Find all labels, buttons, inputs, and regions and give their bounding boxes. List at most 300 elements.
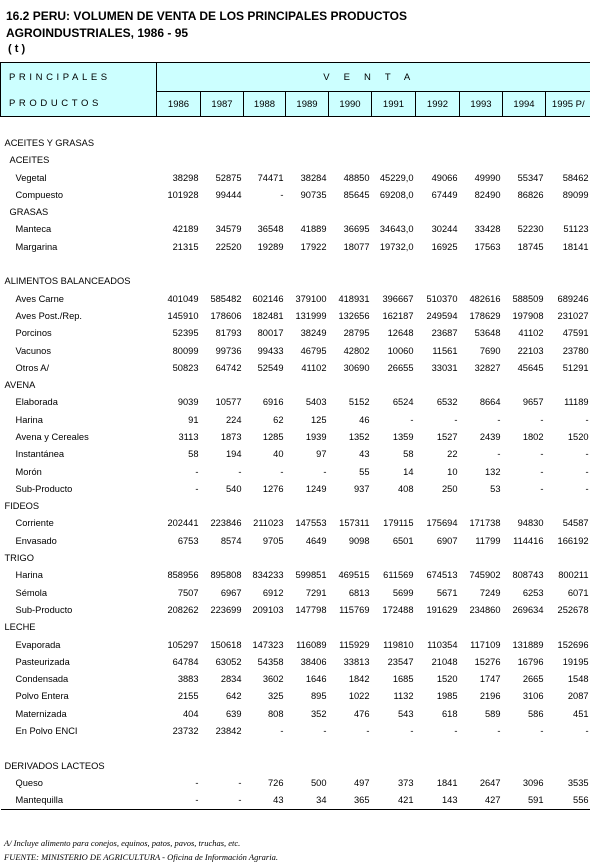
table-cell: 132 [484, 466, 501, 477]
table-cell [244, 134, 286, 151]
table-cell: 1285 [262, 431, 284, 442]
table-cell: 152696 [557, 639, 589, 650]
table-cell: 421 [397, 795, 414, 806]
table-row [1, 186, 590, 203]
row-label: ALIMENTOS BALANCEADOS [4, 276, 131, 287]
table-cell: 6907 [436, 535, 458, 546]
table-cell [286, 134, 329, 151]
table-cell: 1873 [220, 431, 242, 442]
table-cell: - [454, 726, 458, 737]
table-cell: 9657 [522, 397, 544, 408]
table-cell: 602146 [252, 293, 284, 304]
table-cell: 482616 [469, 293, 501, 304]
table-cell: - [366, 726, 370, 737]
table-cell: 147323 [252, 639, 284, 650]
row-label: Mantequilla [15, 795, 64, 806]
table-cell: 379100 [295, 293, 327, 304]
table-cell: 223699 [210, 604, 242, 615]
table-cell: 19195 [562, 656, 589, 667]
row-label: Evaporada [15, 639, 61, 650]
row-label: Margarina [15, 241, 58, 252]
table-cell: 63052 [215, 656, 242, 667]
table-cell [416, 498, 460, 515]
table-cell [201, 273, 244, 290]
table-row [1, 636, 590, 653]
table-cell: 543 [397, 708, 414, 719]
spacer-row [1, 255, 590, 272]
table-cell: 101928 [167, 189, 199, 200]
table-cell [201, 134, 244, 151]
table-cell [157, 152, 201, 169]
table-cell [157, 273, 201, 290]
header-year: 1995 P/ [546, 92, 590, 117]
table-row [1, 325, 590, 342]
table-cell: 9039 [177, 397, 199, 408]
table-cell: 90735 [300, 189, 327, 200]
row-label: Condensada [15, 674, 69, 685]
table-cell: 197908 [512, 310, 544, 321]
table-cell: 500 [310, 777, 327, 788]
table-row [1, 722, 590, 739]
table-cell: 55 [359, 466, 370, 477]
table-cell [329, 619, 372, 636]
table-cell: 28795 [343, 328, 370, 339]
table-cell [503, 273, 546, 290]
table-cell [416, 273, 460, 290]
table-cell: 6753 [177, 535, 199, 546]
table-cell: - [195, 483, 199, 494]
table-cell: 6501 [392, 535, 414, 546]
table-cell: - [497, 726, 501, 737]
table-cell: 172488 [382, 604, 414, 615]
table-cell: 145910 [167, 310, 199, 321]
table-cell: 99444 [215, 189, 242, 200]
table-cell: 396667 [382, 293, 414, 304]
table-cell: 497 [353, 777, 370, 788]
table-cell: 8574 [220, 535, 242, 546]
table-cell: 427 [484, 795, 501, 806]
table-cell: 19732,0 [379, 241, 414, 252]
table-title [6, 8, 407, 42]
table-cell [416, 203, 460, 220]
row-label: AVENA [4, 380, 36, 391]
table-cell: 16796 [517, 656, 544, 667]
table-cell: 52875 [215, 172, 242, 183]
table-cell: 53648 [474, 328, 501, 339]
table-cell [416, 376, 460, 393]
table-cell: 48850 [343, 172, 370, 183]
table-cell: 99736 [215, 345, 242, 356]
table-cell: 54587 [562, 518, 589, 529]
table-cell [244, 203, 286, 220]
footnote-a: A/ Incluye alimento para conejos, equinos, patos, pavos, truchas, etc. [4, 838, 241, 848]
title-line-1: 16.2 PERU: VOLUMEN DE VENTA DE LOS PRINCIPALES PRODUCTOS [6, 9, 407, 23]
table-cell: - [323, 726, 327, 737]
table-cell: 54358 [257, 656, 284, 667]
table-cell: 11561 [432, 345, 458, 356]
row-label: LECHE [4, 622, 36, 633]
table-cell: 11799 [475, 535, 501, 546]
table-cell: 179115 [383, 518, 414, 529]
table-row [1, 169, 590, 186]
table-row [1, 221, 590, 238]
table-cell: 50823 [172, 362, 199, 373]
row-label: Corriente [15, 518, 54, 529]
table-cell [416, 757, 460, 774]
table-cell: 110354 [427, 639, 458, 650]
table-cell: 2647 [479, 777, 501, 788]
header-year: 1987 [201, 92, 244, 117]
table-cell: 46 [359, 414, 370, 425]
table-cell: 58 [403, 449, 414, 460]
table-cell: 23732 [172, 726, 199, 737]
table-cell [372, 498, 416, 515]
table-cell: 1842 [348, 674, 370, 685]
table-cell: 9098 [348, 535, 370, 546]
table-cell [460, 549, 503, 566]
table-cell [503, 134, 546, 151]
table-cell [201, 619, 244, 636]
table-cell: 556 [573, 795, 589, 806]
table-cell: 157311 [339, 518, 370, 529]
table-cell: 1527 [436, 431, 458, 442]
table-cell: 18077 [343, 241, 370, 252]
table-cell: 21048 [431, 656, 458, 667]
table-row [1, 601, 590, 618]
table-cell: 3113 [178, 431, 199, 442]
table-cell [244, 498, 286, 515]
table-cell: 22103 [517, 345, 544, 356]
table-cell: 15276 [474, 656, 501, 667]
table-cell: 162187 [382, 310, 414, 321]
table-row [1, 307, 590, 324]
table-cell: - [238, 777, 242, 788]
table-cell: 1802 [522, 431, 544, 442]
table-cell: 588509 [512, 293, 544, 304]
table-cell: 91 [188, 414, 199, 425]
table-cell [329, 757, 372, 774]
table-cell: 119810 [383, 639, 414, 650]
table-cell: - [585, 414, 589, 425]
table-cell: 194 [225, 449, 242, 460]
table-cell: 132656 [338, 310, 370, 321]
table-cell: 408 [397, 483, 414, 494]
header-year: 1991 [372, 92, 416, 117]
table-cell: 586 [527, 708, 544, 719]
table-cell [286, 498, 329, 515]
row-label: Envasado [15, 535, 57, 546]
table-cell: 585482 [210, 293, 242, 304]
table-row [1, 290, 590, 307]
table-cell: - [454, 414, 458, 425]
table-row [1, 463, 590, 480]
table-cell: 143 [441, 795, 458, 806]
table-cell: 117109 [470, 639, 501, 650]
table-cell: 51291 [562, 362, 589, 373]
table-cell: 895 [310, 691, 327, 702]
table-cell: 639 [225, 708, 242, 719]
table-cell: 22520 [215, 241, 242, 252]
table-cell: 808 [267, 708, 284, 719]
table-cell: 1022 [348, 691, 370, 702]
table-cell [460, 152, 503, 169]
row-label: GRASAS [9, 207, 49, 218]
table-cell: 4649 [305, 535, 327, 546]
table-cell [244, 273, 286, 290]
table-cell: 591 [527, 795, 544, 806]
table-cell [329, 376, 372, 393]
table-cell: 33428 [474, 224, 501, 235]
table-cell: 599851 [295, 570, 327, 581]
table-cell: 6967 [220, 587, 242, 598]
table-cell: 115929 [339, 639, 370, 650]
table-cell: 42189 [172, 224, 199, 235]
table-cell: 23687 [431, 328, 458, 339]
table-cell: 34643,0 [379, 224, 414, 235]
header-year: 1989 [286, 92, 329, 117]
table-cell [503, 619, 546, 636]
table-cell: - [497, 449, 501, 460]
table-row [1, 584, 590, 601]
table-cell: 99433 [257, 345, 284, 356]
table-cell: - [280, 466, 284, 477]
table-cell [372, 549, 416, 566]
table-cell: 224 [225, 414, 242, 425]
table-cell: 6071 [567, 587, 589, 598]
table-row [1, 774, 590, 791]
table-cell: 85645 [343, 189, 370, 200]
table-cell: 6524 [392, 397, 414, 408]
table-cell [201, 203, 244, 220]
table-cell: 49066 [431, 172, 458, 183]
table-cell: - [410, 726, 414, 737]
table-cell: - [540, 449, 544, 460]
table-cell [244, 619, 286, 636]
table-cell: 325 [267, 691, 284, 702]
table-cell: 223846 [210, 518, 242, 529]
table-cell: 1939 [305, 431, 327, 442]
table-cell: 41102 [301, 362, 327, 373]
table-cell: 47591 [562, 328, 589, 339]
section-header-row [1, 498, 590, 515]
table-cell [546, 549, 590, 566]
table-cell: 58 [188, 449, 199, 460]
table-cell: 30244 [431, 224, 458, 235]
table-cell: 55347 [517, 172, 544, 183]
table-cell: 67449 [431, 189, 458, 200]
table-row [1, 515, 590, 532]
table-cell: - [540, 466, 544, 477]
table-cell: 1359 [392, 431, 414, 442]
row-label: Manteca [15, 224, 52, 235]
row-label: FIDEOS [4, 501, 40, 512]
table-row [1, 342, 590, 359]
table-cell [546, 152, 590, 169]
table-cell: 38406 [300, 656, 327, 667]
table-cell: 2439 [479, 431, 501, 442]
row-label: Elaborada [15, 397, 58, 408]
section-header-row [1, 273, 590, 290]
header-year: 1986 [157, 92, 201, 117]
table-cell: 80017 [257, 328, 284, 339]
subsection-header-row [1, 152, 590, 169]
table-row [1, 705, 590, 722]
table-cell: 18141 [562, 241, 589, 252]
table-cell: 834233 [252, 570, 284, 581]
table-cell: 10060 [387, 345, 414, 356]
row-label: Harina [15, 570, 43, 581]
table-cell [416, 549, 460, 566]
table-cell: 252678 [557, 604, 589, 615]
table-cell: 58462 [562, 172, 589, 183]
table-cell [201, 757, 244, 774]
table-cell [416, 134, 460, 151]
table-cell: 105297 [167, 639, 199, 650]
table-cell: - [195, 466, 199, 477]
table-cell: 46795 [300, 345, 327, 356]
table-row [1, 446, 590, 463]
table-cell: 147553 [295, 518, 327, 529]
table-cell: 269634 [512, 604, 544, 615]
table-cell [244, 757, 286, 774]
table-cell: - [497, 414, 501, 425]
row-label: Vacunos [15, 345, 51, 356]
table-cell: 23547 [387, 656, 414, 667]
table-cell: 611569 [383, 570, 414, 581]
table-cell [546, 757, 590, 774]
table-cell: 38284 [300, 172, 327, 183]
table-cell [546, 376, 590, 393]
table-cell: 3096 [522, 777, 544, 788]
table-cell: 166192 [557, 535, 589, 546]
table-cell: 1646 [305, 674, 327, 685]
table-cell: 211023 [253, 518, 284, 529]
table-cell: 33813 [343, 656, 370, 667]
table-cell [286, 376, 329, 393]
table-cell: 202441 [167, 518, 199, 529]
table-cell: 2834 [220, 674, 242, 685]
table-cell: 41102 [518, 328, 544, 339]
table-cell: - [323, 466, 327, 477]
table-cell [460, 757, 503, 774]
table-cell: 6532 [436, 397, 458, 408]
table-cell: 51123 [563, 224, 589, 235]
table-cell: 249594 [426, 310, 458, 321]
table-row [1, 480, 590, 497]
table-cell: 49990 [474, 172, 501, 183]
table-cell [244, 549, 286, 566]
table-cell [460, 203, 503, 220]
table-cell: 34 [316, 795, 327, 806]
table-cell: 3883 [177, 674, 199, 685]
subsection-header-row [1, 203, 590, 220]
table-cell: 2087 [567, 691, 589, 702]
table-cell: 10 [447, 466, 458, 477]
table-cell [546, 134, 590, 151]
header-products-line-1: PRINCIPALES [1, 63, 157, 92]
row-label: TRIGO [4, 553, 34, 564]
table-cell: 1352 [348, 431, 370, 442]
table-cell: 404 [182, 708, 199, 719]
table-cell: 12648 [387, 328, 414, 339]
row-label: Aves Post./Rep. [15, 310, 82, 321]
table-cell: 401049 [167, 293, 199, 304]
table-cell: - [585, 483, 589, 494]
table-cell: 250 [441, 483, 458, 494]
table-cell: 451 [573, 708, 589, 719]
spacer-row [1, 117, 590, 135]
table-cell: 11189 [564, 397, 589, 408]
header-year: 1990 [329, 92, 372, 117]
row-label: Morón [15, 466, 42, 477]
table-cell: 373 [397, 777, 414, 788]
header-products-line-2: PRODUCTOS [1, 92, 157, 117]
section-header-row [1, 376, 590, 393]
row-label: Pasteurizada [15, 656, 70, 667]
table-bottom-rule [1, 809, 590, 810]
header-year: 1993 [460, 92, 503, 117]
table-cell [546, 619, 590, 636]
table-cell: - [585, 449, 589, 460]
table-cell [329, 203, 372, 220]
table-cell: 1249 [305, 483, 327, 494]
row-label: Avena y Cereales [15, 431, 89, 442]
table-cell [546, 273, 590, 290]
table-cell: 3602 [262, 674, 284, 685]
table-cell [201, 498, 244, 515]
table-cell: 800211 [558, 570, 589, 581]
table-cell: 131889 [512, 639, 544, 650]
table-cell [416, 619, 460, 636]
row-label: Harina [15, 414, 43, 425]
row-label: Otros A/ [15, 362, 50, 373]
table-row [1, 671, 590, 688]
table-cell: 208262 [167, 604, 199, 615]
table-cell: 209103 [252, 604, 284, 615]
table-body [1, 117, 590, 810]
section-header-row [1, 549, 590, 566]
table-cell: 16925 [431, 241, 458, 252]
table-cell: 589 [484, 708, 501, 719]
table-cell: 30690 [343, 362, 370, 373]
table-cell: 191629 [426, 604, 458, 615]
table-cell: 618 [441, 708, 458, 719]
table-cell: 18745 [517, 241, 544, 252]
table-cell: 895808 [210, 570, 242, 581]
table-cell [503, 549, 546, 566]
table-cell [157, 376, 201, 393]
table-cell: 1520 [567, 431, 589, 442]
table-cell [201, 152, 244, 169]
table-cell [157, 498, 201, 515]
table-cell: 1548 [567, 674, 589, 685]
table-cell [157, 757, 201, 774]
table-cell: - [540, 483, 544, 494]
table-cell: - [410, 414, 414, 425]
table-cell: 43 [273, 795, 284, 806]
table-cell: 231027 [557, 310, 589, 321]
table-cell: 1685 [392, 674, 414, 685]
table-cell: 178606 [210, 310, 242, 321]
table-cell [372, 203, 416, 220]
row-label: Sub-Producto [15, 604, 73, 615]
table-cell: 3535 [567, 777, 589, 788]
table-cell: 1747 [479, 674, 501, 685]
table-cell: 38249 [300, 328, 327, 339]
row-label: Polvo Entera [15, 691, 69, 702]
table-cell [503, 498, 546, 515]
table-cell: 115769 [339, 604, 370, 615]
